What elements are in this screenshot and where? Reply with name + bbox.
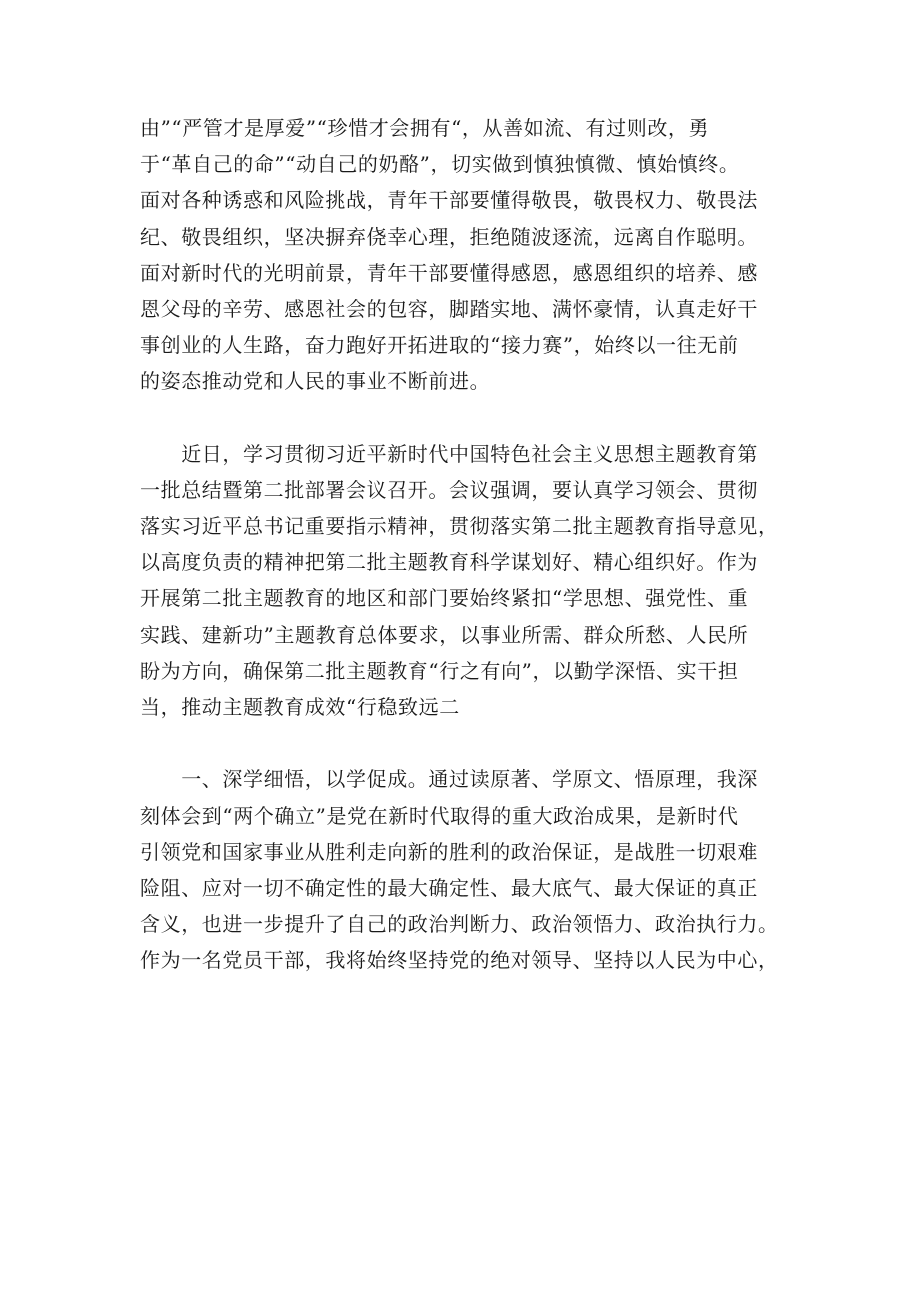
text-line: 恩父母的辛劳、感恩社会的包容，脚踏实地、满怀豪情，认真走好干 xyxy=(140,296,758,321)
text-line: 引领党和国家事业从胜利走向新的胜利的政治保证，是战胜一切艰难 xyxy=(140,839,758,864)
body-text xyxy=(140,110,820,979)
text-line: 含义，也进一步提升了自己的政治判断力、政治领悟力、政治执行力。 xyxy=(140,912,779,937)
text-line: 事创业的人生路，奋力跑好开拓进取的“接力赛”，始终以一往无前 xyxy=(140,333,739,358)
text-line: 于“革自己的命”“动自己的奶酪”，切实做到慎独慎微、慎始慎终。 xyxy=(140,152,740,177)
text-line: 以高度负责的精神把第二批主题教育科学谋划好、精心组织好。作为 xyxy=(140,550,758,575)
text-line: 面对各种诱惑和风险挑战，青年干部要懂得敬畏，敬畏权力、敬畏法 xyxy=(140,188,758,213)
text-line: 落实习近平总书记重要指示精神，贯彻落实第二批主题教育指导意见， xyxy=(140,514,779,539)
text-line: 一批总结暨第二批部署会议召开。会议强调，要认真学习领会、贯彻 xyxy=(140,477,758,502)
text-line: 当，推动主题教育成效“行稳致远二 xyxy=(140,695,460,719)
text-line: 由”“严管才是厚爱”“珍惜才会拥有“，从善如流、有过则改，勇 xyxy=(140,116,710,140)
text-line: 险阻、应对一切不确定性的最大确定性、最大底气、最大保证的真正 xyxy=(140,875,758,900)
text-line: 作为一名党员干部，我将始终坚持党的绝对领导、坚持以人民为中心， xyxy=(140,948,779,973)
text-line: 近日，学习贯彻习近平新时代中国特色社会主义思想主题教育第 xyxy=(140,441,758,466)
text-line: 实践、建新功”主题教育总体要求，以事业所需、群众所愁、人民所 xyxy=(140,622,749,647)
text-line: 的姿态推动党和人民的事业不断前进。 xyxy=(140,369,491,394)
text-line: 刻体会到“两个确立”是党在新时代取得的重大政治成果，是新时代 xyxy=(140,803,739,828)
text-line xyxy=(140,400,820,436)
text-line: 一、深学细悟，以学促成。通过读原著、学原文、悟原理，我深 xyxy=(140,767,758,792)
text-line: 纪、敬畏组织，坚决摒弃侥幸心理，拒绝随波逐流，远离自作聪明。 xyxy=(140,224,758,249)
text-line xyxy=(140,725,820,761)
text-line: 盼为方向，确保第二批主题教育“行之有向”，以勤学深悟、实干担 xyxy=(140,658,739,683)
text-line: 面对新时代的光明前景，青年干部要懂得感恩，感恩组织的培养、感 xyxy=(140,260,758,285)
text-line: 开展第二批主题教育的地区和部门要始终紧扣“学思想、强党性、重 xyxy=(140,586,749,611)
